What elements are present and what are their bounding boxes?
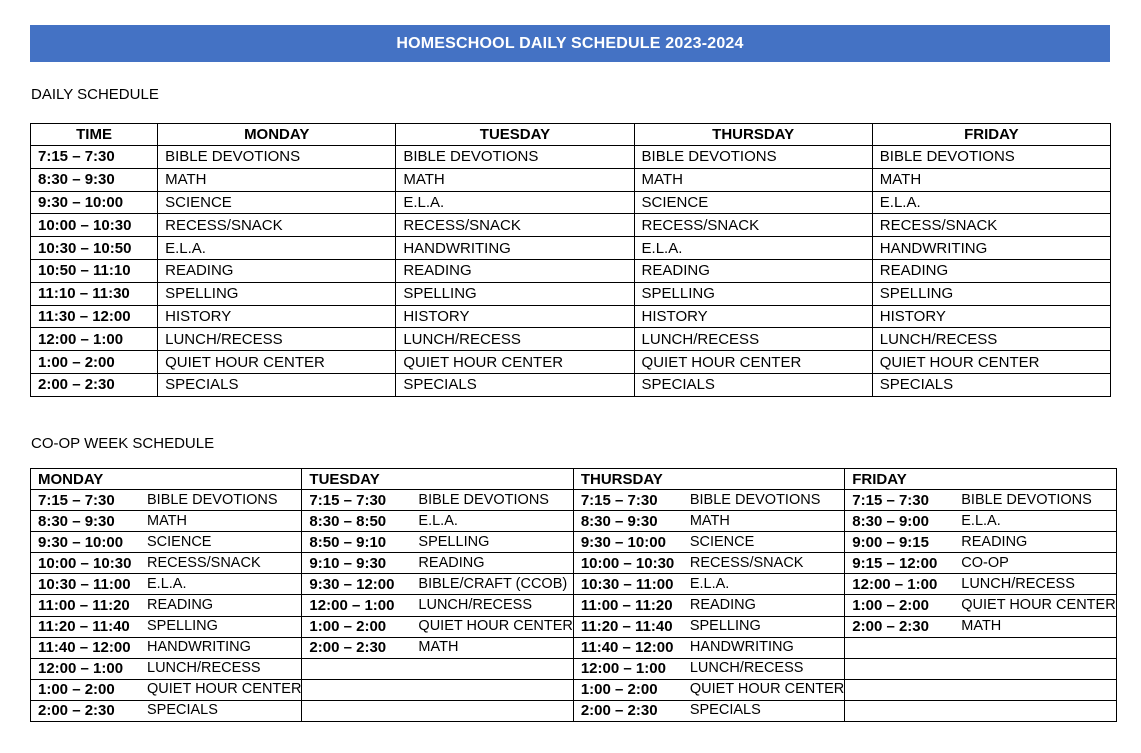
activity-cell: SPECIALS — [396, 373, 634, 396]
table-row — [31, 373, 1111, 396]
time-label: 9:00 – 9:15 — [852, 533, 929, 551]
activity-cell: HANDWRITING — [872, 237, 1110, 260]
table-row — [31, 191, 1111, 214]
time-label: 11:20 – 11:40 — [580, 618, 673, 636]
time-label: 11:20 – 11:40 — [38, 618, 130, 636]
time-label: 8:30 – 9:30 — [38, 512, 115, 530]
activity-label: SCIENCE — [689, 533, 755, 550]
time-cell: 11:10 – 11:30 — [31, 282, 158, 305]
activity-label: SPELLING — [418, 533, 490, 550]
table-row — [31, 553, 1117, 574]
time-label: 1:00 – 2:00 — [580, 681, 658, 699]
time-cell: 9:30 – 10:00 — [31, 191, 158, 214]
activity-cell: QUIET HOUR CENTER — [396, 351, 634, 374]
time-label: 1:00 – 2:00 — [852, 597, 929, 615]
coop-cell — [302, 532, 573, 553]
coop-cell — [302, 679, 573, 700]
activity-label: BIBLE DEVOTIONS — [689, 491, 821, 508]
coop-cell — [845, 532, 1116, 553]
header-friday: FRIDAY — [872, 124, 1110, 146]
coop-cell — [31, 574, 302, 595]
table-row — [31, 532, 1117, 553]
coop-cell — [845, 658, 1116, 679]
activity-label: LUNCH/RECESS — [418, 597, 533, 614]
table-row — [31, 282, 1111, 305]
activity-cell: HANDWRITING — [396, 237, 634, 260]
coop-cell — [31, 700, 302, 721]
activity-cell: MATH — [158, 168, 396, 191]
coop-cell — [573, 511, 844, 532]
daily-schedule-heading: DAILY SCHEDULE — [31, 86, 159, 103]
coop-cell — [302, 616, 573, 637]
time-label: 7:15 – 7:30 — [852, 491, 929, 509]
activity-label: MATH — [961, 618, 1002, 635]
activity-cell: E.L.A. — [872, 191, 1110, 214]
table-row — [31, 490, 1117, 511]
activity-cell: LUNCH/RECESS — [396, 328, 634, 351]
activity-cell: MATH — [396, 168, 634, 191]
coop-cell — [845, 616, 1116, 637]
activity-label: READING — [961, 533, 1028, 550]
time-label: 7:15 – 7:30 — [309, 491, 387, 509]
page-banner-title: HOMESCHOOL DAILY SCHEDULE 2023-2024 — [30, 25, 1110, 62]
activity-label: QUIET HOUR CENTER — [961, 597, 1116, 614]
activity-label: BIBLE DEVOTIONS — [147, 491, 278, 508]
coop-cell — [845, 490, 1116, 511]
time-label: 9:30 – 12:00 — [309, 575, 395, 593]
activity-label: MATH — [418, 639, 459, 656]
time-label: 11:40 – 12:00 — [38, 639, 131, 657]
activity-label: HANDWRITING — [147, 639, 251, 656]
coop-cell — [845, 679, 1116, 700]
table-row — [31, 700, 1117, 721]
time-label: 7:15 – 7:30 — [580, 491, 658, 509]
activity-cell: RECESS/SNACK — [634, 214, 872, 237]
table-row — [31, 637, 1117, 658]
coop-header-row — [31, 469, 1117, 490]
activity-label: QUIET HOUR CENTER — [689, 681, 845, 698]
coop-cell — [573, 637, 844, 658]
time-label: 8:50 – 9:10 — [309, 533, 387, 551]
coop-cell — [845, 595, 1116, 616]
coop-cell — [302, 658, 573, 679]
time-label: 10:30 – 11:00 — [580, 575, 674, 593]
activity-cell: MATH — [872, 168, 1110, 191]
coop-cell — [573, 595, 844, 616]
table-row — [31, 658, 1117, 679]
activity-cell: HISTORY — [872, 305, 1110, 328]
activity-cell: BIBLE DEVOTIONS — [396, 146, 634, 169]
activity-cell: SPELLING — [158, 282, 396, 305]
table-row — [31, 616, 1117, 637]
coop-cell — [573, 658, 844, 679]
activity-label: SPECIALS — [147, 702, 218, 719]
activity-cell: SCIENCE — [158, 191, 396, 214]
activity-label: LUNCH/RECESS — [961, 575, 1075, 592]
coop-cell — [302, 700, 573, 721]
coop-cell — [573, 616, 844, 637]
activity-label: E.L.A. — [961, 512, 1001, 529]
activity-cell: LUNCH/RECESS — [634, 328, 872, 351]
activity-label: RECESS/SNACK — [147, 554, 261, 571]
coop-cell — [845, 553, 1116, 574]
activity-label: LUNCH/RECESS — [689, 660, 804, 677]
table-row — [31, 595, 1117, 616]
activity-cell: HISTORY — [158, 305, 396, 328]
activity-cell: BIBLE DEVOTIONS — [158, 146, 396, 169]
coop-cell — [302, 637, 573, 658]
activity-label: READING — [689, 597, 756, 614]
activity-label: BIBLE DEVOTIONS — [418, 491, 549, 508]
coop-cell — [845, 511, 1116, 532]
table-row — [31, 168, 1111, 191]
coop-header-friday: FRIDAY — [845, 469, 1116, 490]
activity-label: QUIET HOUR CENTER — [147, 681, 302, 698]
time-label: 8:30 – 8:50 — [309, 512, 387, 530]
coop-cell — [31, 511, 302, 532]
activity-label: SPELLING — [689, 618, 761, 635]
time-label: 7:15 – 7:30 — [38, 491, 115, 509]
activity-label: MATH — [147, 512, 188, 529]
activity-cell: SPELLING — [396, 282, 634, 305]
time-label: 2:00 – 2:30 — [38, 702, 115, 720]
time-cell: 1:00 – 2:00 — [31, 351, 158, 374]
activity-label: RECESS/SNACK — [689, 554, 804, 571]
activity-cell: LUNCH/RECESS — [872, 328, 1110, 351]
activity-label: SPELLING — [147, 618, 218, 635]
activity-cell: QUIET HOUR CENTER — [872, 351, 1110, 374]
table-row — [31, 214, 1111, 237]
time-label: 10:00 – 10:30 — [38, 554, 132, 572]
activity-cell: SPECIALS — [634, 373, 872, 396]
coop-header-monday: MONDAY — [31, 469, 302, 490]
activity-label: READING — [418, 554, 485, 571]
time-label: 12:00 – 1:00 — [309, 597, 395, 615]
header-monday: MONDAY — [158, 124, 396, 146]
activity-cell: MATH — [634, 168, 872, 191]
activity-label: E.L.A. — [418, 512, 458, 529]
coop-cell — [573, 679, 844, 700]
activity-cell: SPELLING — [872, 282, 1110, 305]
coop-cell — [302, 574, 573, 595]
time-label: 9:10 – 9:30 — [309, 554, 387, 572]
coop-cell — [31, 595, 302, 616]
coop-cell — [573, 532, 844, 553]
coop-cell — [31, 532, 302, 553]
time-cell: 11:30 – 12:00 — [31, 305, 158, 328]
time-label: 9:15 – 12:00 — [852, 554, 938, 572]
activity-label: HANDWRITING — [689, 639, 794, 656]
time-label: 1:00 – 2:00 — [38, 681, 115, 699]
time-label: 2:00 – 2:30 — [852, 618, 929, 636]
activity-cell: QUIET HOUR CENTER — [158, 351, 396, 374]
time-label: 8:30 – 9:00 — [852, 512, 929, 530]
activity-cell: E.L.A. — [396, 191, 634, 214]
table-row — [31, 511, 1117, 532]
daily-header-row — [31, 124, 1111, 146]
table-row — [31, 237, 1111, 260]
activity-label: READING — [147, 597, 214, 614]
activity-cell: READING — [872, 259, 1110, 282]
coop-schedule-heading: CO-OP WEEK SCHEDULE — [31, 435, 215, 452]
activity-cell: READING — [396, 259, 634, 282]
coop-cell — [573, 553, 844, 574]
activity-cell: READING — [634, 259, 872, 282]
activity-cell: SPECIALS — [872, 373, 1110, 396]
activity-cell: SPECIALS — [158, 373, 396, 396]
coop-cell — [31, 490, 302, 511]
activity-cell: E.L.A. — [634, 237, 872, 260]
time-label: 11:00 – 11:20 — [580, 597, 673, 615]
header-thursday: THURSDAY — [634, 124, 872, 146]
time-label: 12:00 – 1:00 — [852, 575, 938, 593]
activity-cell: HISTORY — [634, 305, 872, 328]
activity-cell: READING — [158, 259, 396, 282]
time-label: 12:00 – 1:00 — [38, 660, 124, 678]
coop-cell — [31, 637, 302, 658]
coop-header-thursday: THURSDAY — [573, 469, 844, 490]
coop-cell — [31, 553, 302, 574]
activity-label: BIBLE/CRAFT (CCOB) — [418, 575, 568, 592]
activity-cell: E.L.A. — [158, 237, 396, 260]
coop-cell — [845, 574, 1116, 595]
time-cell: 7:15 – 7:30 — [31, 146, 158, 169]
activity-cell: SPELLING — [634, 282, 872, 305]
coop-cell — [302, 511, 573, 532]
activity-cell: RECESS/SNACK — [158, 214, 396, 237]
table-row — [31, 351, 1111, 374]
activity-cell: RECESS/SNACK — [872, 214, 1110, 237]
time-label: 9:30 – 10:00 — [580, 533, 666, 551]
coop-cell — [302, 490, 573, 511]
time-label: 11:00 – 11:20 — [38, 597, 130, 615]
time-label: 2:00 – 2:30 — [580, 702, 658, 720]
activity-label: CO-OP — [961, 554, 1009, 571]
activity-label: E.L.A. — [147, 575, 187, 592]
coop-cell — [573, 490, 844, 511]
table-row — [31, 679, 1117, 700]
activity-label: LUNCH/RECESS — [147, 660, 261, 677]
activity-label: SPECIALS — [689, 702, 761, 719]
activity-cell: SCIENCE — [634, 191, 872, 214]
activity-cell: HISTORY — [396, 305, 634, 328]
activity-cell: QUIET HOUR CENTER — [634, 351, 872, 374]
table-row — [31, 259, 1111, 282]
coop-cell — [573, 700, 844, 721]
time-cell: 10:30 – 10:50 — [31, 237, 158, 260]
header-tuesday: TUESDAY — [396, 124, 634, 146]
time-label: 10:00 – 10:30 — [580, 554, 675, 572]
activity-label: BIBLE DEVOTIONS — [961, 491, 1092, 508]
coop-cell — [845, 637, 1116, 658]
coop-schedule-table — [30, 468, 1117, 722]
time-cell: 10:50 – 11:10 — [31, 259, 158, 282]
time-cell: 2:00 – 2:30 — [31, 373, 158, 396]
activity-cell: BIBLE DEVOTIONS — [872, 146, 1110, 169]
coop-cell — [31, 658, 302, 679]
time-label: 2:00 – 2:30 — [309, 639, 387, 657]
header-time: TIME — [31, 124, 158, 146]
table-row — [31, 305, 1111, 328]
time-cell: 12:00 – 1:00 — [31, 328, 158, 351]
activity-label: MATH — [689, 512, 730, 529]
coop-cell — [31, 679, 302, 700]
time-cell: 10:00 – 10:30 — [31, 214, 158, 237]
coop-cell — [302, 553, 573, 574]
time-label: 10:30 – 11:00 — [38, 575, 131, 593]
time-label: 8:30 – 9:30 — [580, 512, 658, 530]
coop-cell — [302, 595, 573, 616]
time-label: 1:00 – 2:00 — [309, 618, 387, 636]
table-row — [31, 574, 1117, 595]
daily-schedule-table — [30, 123, 1111, 397]
activity-label: SCIENCE — [147, 533, 212, 550]
coop-cell — [573, 574, 844, 595]
table-row — [31, 146, 1111, 169]
activity-cell: BIBLE DEVOTIONS — [634, 146, 872, 169]
time-cell: 8:30 – 9:30 — [31, 168, 158, 191]
time-label: 9:30 – 10:00 — [38, 533, 124, 551]
coop-cell — [845, 700, 1116, 721]
activity-cell: LUNCH/RECESS — [158, 328, 396, 351]
coop-header-tuesday: TUESDAY — [302, 469, 573, 490]
time-label: 12:00 – 1:00 — [580, 660, 666, 678]
activity-label: QUIET HOUR CENTER — [418, 618, 573, 635]
table-row — [31, 328, 1111, 351]
activity-cell: RECESS/SNACK — [396, 214, 634, 237]
coop-cell — [31, 616, 302, 637]
activity-label: E.L.A. — [689, 575, 730, 592]
time-label: 11:40 – 12:00 — [580, 639, 674, 657]
